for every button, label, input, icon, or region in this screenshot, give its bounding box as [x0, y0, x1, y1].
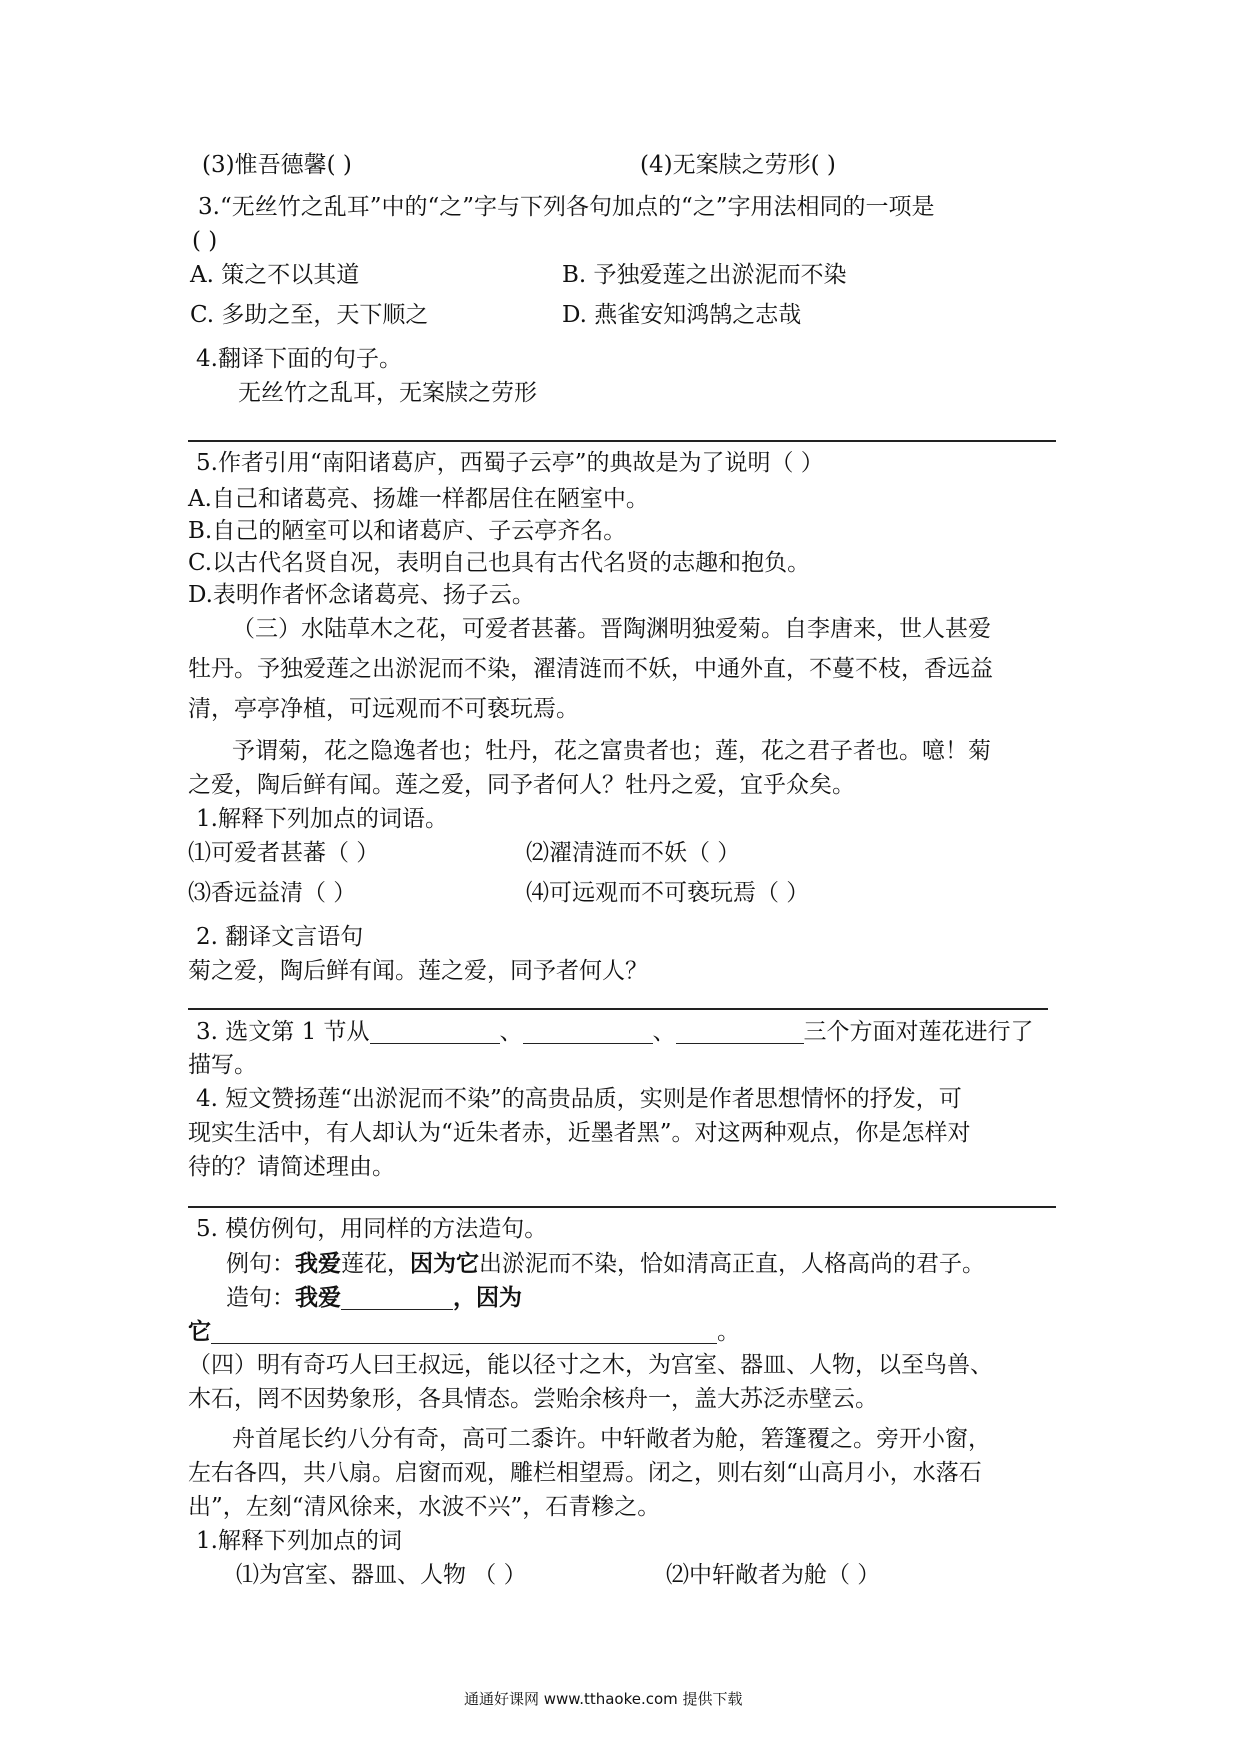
period: 。	[717, 1319, 740, 1345]
example-bold: 我爱	[295, 1250, 341, 1277]
make-bold: ，因为	[453, 1284, 522, 1311]
s2-q5-option-a: A.自己和诸葛亮、扬雄一样都居住在陋室中。	[188, 486, 649, 512]
s3-q3-line	[196, 1020, 1034, 1044]
separator: 、	[652, 1019, 676, 1045]
s3-q1-label: 1.解释下列加点的词语。	[196, 806, 448, 832]
answer-line	[188, 440, 1056, 442]
s3-q5-make	[226, 1286, 522, 1310]
s3-passage-line: 之爱，陶后鲜有闻。莲之爱，同予者何人？牡丹之爱，宜乎众矣。	[188, 772, 855, 798]
s3-q5-make-line2	[188, 1320, 740, 1344]
s4-q1-label: 1.解释下列加点的词	[196, 1528, 402, 1554]
s3-q1-item3: ⑶香远益清（ ）	[188, 880, 357, 906]
s2-q3-option-a: A. 策之不以其道	[190, 262, 360, 288]
s3-q1-item4: ⑷可远观而不可亵玩焉（ ）	[526, 880, 810, 906]
s3-passage-line: 予谓菊，花之隐逸者也；牡丹，花之富贵者也；莲，花之君子者也。噫！菊	[232, 738, 991, 764]
fill-blank[interactable]	[211, 1320, 717, 1344]
s2-q3-question: 3.“无丝竹之乱耳”中的“之”字与下列各句加点的“之”字用法相同的一项是	[198, 194, 935, 220]
s3-passage-line: （三）水陆草木之花，可爱者甚蕃。晋陶渊明独爱菊。自李唐来，世人甚爱	[232, 616, 991, 642]
s3-q3-prefix: 3. 选文第 1 节从	[196, 1019, 370, 1045]
s3-q4-line: 现实生活中，有人却认为“近朱者赤，近墨者黑”。对这两种观点，你是怎样对	[188, 1120, 971, 1146]
s2-q3-option-b: B. 予独爱莲之出淤泥而不染	[562, 262, 847, 288]
s4-passage-line: （四）明有奇巧人曰王叔远，能以径寸之木，为宫室、器皿、人物，以至鸟兽、	[188, 1352, 993, 1378]
s2-q2-item4: (4)无案牍之劳形( )	[640, 152, 836, 178]
make-prefix: 造句：	[226, 1285, 295, 1311]
s3-q1-item2: ⑵濯清涟而不妖（ ）	[526, 840, 741, 866]
s2-q5-option-d: D.表明作者怀念诸葛亮、扬子云。	[188, 582, 535, 608]
fill-blank[interactable]	[676, 1020, 804, 1044]
s4-passage-line: 木石，罔不因势象形，各具情态。尝贻余核舟一，盖大苏泛赤壁云。	[188, 1386, 878, 1412]
s4-q1-item2: ⑵中轩敞者为舱（ ）	[666, 1562, 881, 1588]
example-text: 莲花，	[341, 1251, 410, 1277]
s3-q4-line: 待的？请简述理由。	[188, 1154, 395, 1180]
example-text: 出淤泥而不染，恰如清高正直，人格高尚的君子。	[479, 1251, 985, 1277]
s3-q5-label: 5. 模仿例句，用同样的方法造句。	[196, 1216, 548, 1242]
s2-q3-option-c: C. 多助之至，天下顺之	[190, 302, 429, 328]
separator: 、	[499, 1019, 523, 1045]
s4-q1-item1: ⑴为宫室、器皿、人物 （ ）	[236, 1562, 527, 1588]
s2-q5-option-b: B.自己的陋室可以和诸葛庐、子云亭齐名。	[188, 518, 627, 544]
s3-q3-line2: 描写。	[188, 1052, 257, 1078]
s3-q2-label: 2. 翻译文言语句	[196, 924, 364, 950]
example-prefix: 例句：	[226, 1251, 295, 1277]
example-bold: 因为它	[410, 1250, 479, 1277]
fill-blank[interactable]	[370, 1020, 500, 1044]
s3-passage-line: 清，亭亭净植，可远观而不可亵玩焉。	[188, 696, 579, 722]
s4-passage-line: 出”，左刻“清风徐来，水波不兴”，石青糁之。	[188, 1494, 661, 1520]
s3-q4-line: 4. 短文赞扬莲“出淤泥而不染”的高贵品质，实则是作者思想情怀的抒发，可	[196, 1086, 962, 1112]
s2-q3-answer-paren: ( )	[192, 228, 218, 254]
s2-q2-item3: (3)惟吾德馨( )	[202, 152, 352, 178]
s3-q3-suffix: 三个方面对莲花进行了	[803, 1019, 1034, 1045]
s2-q5-question: 5.作者引用“南阳诸葛庐，西蜀子云亭”的典故是为了说明（ ）	[196, 450, 824, 476]
s2-q3-option-d: D. 燕雀安知鸿鹄之志哉	[562, 302, 802, 328]
s3-q1-item1: ⑴可爱者甚蕃（ ）	[188, 840, 380, 866]
s2-q4-label: 4.翻译下面的句子。	[196, 346, 402, 372]
answer-line	[188, 1206, 1056, 1208]
s3-q5-example	[226, 1252, 985, 1276]
s3-q2-sentence: 菊之爱，陶后鲜有闻。莲之爱，同予者何人？	[188, 958, 648, 984]
fill-blank[interactable]	[341, 1286, 453, 1310]
answer-line	[188, 1008, 1048, 1010]
fill-blank[interactable]	[523, 1020, 653, 1044]
s3-passage-line: 牡丹。予独爱莲之出淤泥而不染，濯清涟而不妖，中通外直，不蔓不枝，香远益	[188, 656, 993, 682]
make-bold: 我爱	[295, 1284, 341, 1311]
make-bold: 它	[188, 1318, 211, 1345]
page-footer: 通通好课网 www.tthaoke.com 提供下载	[464, 1690, 743, 1708]
s4-passage-line: 舟首尾长约八分有奇，高可二黍许。中轩敞者为舱，箬篷覆之。旁开小窗，	[232, 1426, 991, 1452]
s4-passage-line: 左右各四，共八扇。启窗而观，雕栏相望焉。闭之，则右刻“山高月小，水落石	[188, 1460, 982, 1486]
s2-q4-sentence: 无丝竹之乱耳，无案牍之劳形	[238, 380, 537, 406]
s2-q5-option-c: C.以古代名贤自况，表明自己也具有古代名贤的志趣和抱负。	[188, 550, 811, 576]
